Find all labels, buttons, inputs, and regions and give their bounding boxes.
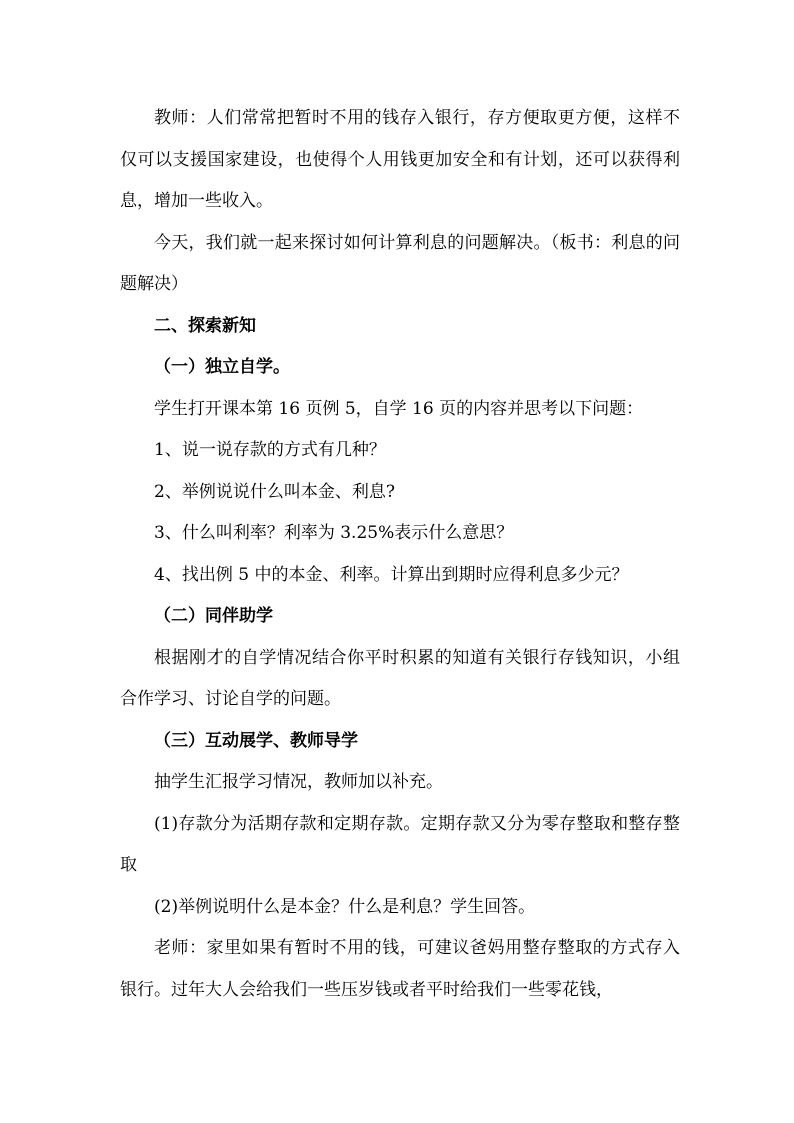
subheading-interactive: （三）互动展学、教师导学 — [154, 730, 358, 751]
question-1: 1、说一说存款的方式有几种？ — [154, 440, 386, 460]
section-heading-explore: 二、探索新知 — [154, 315, 256, 336]
question-4: 4、找出例 5 中的本金、利率。计算出到期时应得利息多少元？ — [154, 564, 629, 585]
question-3: 3、什么叫利率？利率为 3.25%表示什么意思？ — [154, 523, 514, 543]
subheading-peer-help: （二）同伴助学 — [154, 606, 273, 626]
paragraph-teacher-intro: 教师：人们常常把暂时不用的钱存入银行，存方便取更方便，这样不仅可以支援国家建设，也使得个人用钱更加安全和有计划，还可以获得利息，增加一些收入。 — [120, 108, 680, 211]
paragraph-today-topic: 今天，我们就一起来探讨如何计算利息的问题解决。（板书：利息的问题解决） — [120, 232, 680, 294]
subheading-self-study: （一）独立自学。 — [154, 357, 290, 377]
paragraph-teacher-advice: 老师：家里如果有暂时不用的钱，可建议爸妈用整存整取的方式存入银行。过年大人会给我们一些压岁钱或者平时给我们一些零花钱， — [120, 938, 680, 1000]
paragraph-principal-interest: (2)举例说明什么是本金？什么是利息？学生回答。 — [154, 896, 536, 917]
document-body — [120, 98, 680, 1011]
paragraph-group-work: 根据刚才的自学情况结合你平时积累的知道有关银行存钱知识，小组合作学习、讨论自学的问题。 — [120, 647, 680, 709]
paragraph-deposit-types: (1)存款分为活期存款和定期存款。定期存款又分为零存整取和整存整取 — [120, 813, 680, 875]
question-2: 2、举例说说什么叫本金、利息? — [154, 481, 395, 502]
paragraph-student-report: 抽学生汇报学习情况，教师加以补充。 — [154, 772, 443, 792]
paragraph-open-textbook: 学生打开课本第 16 页例 5，自学 16 页的内容并思考以下问题： — [154, 398, 644, 419]
